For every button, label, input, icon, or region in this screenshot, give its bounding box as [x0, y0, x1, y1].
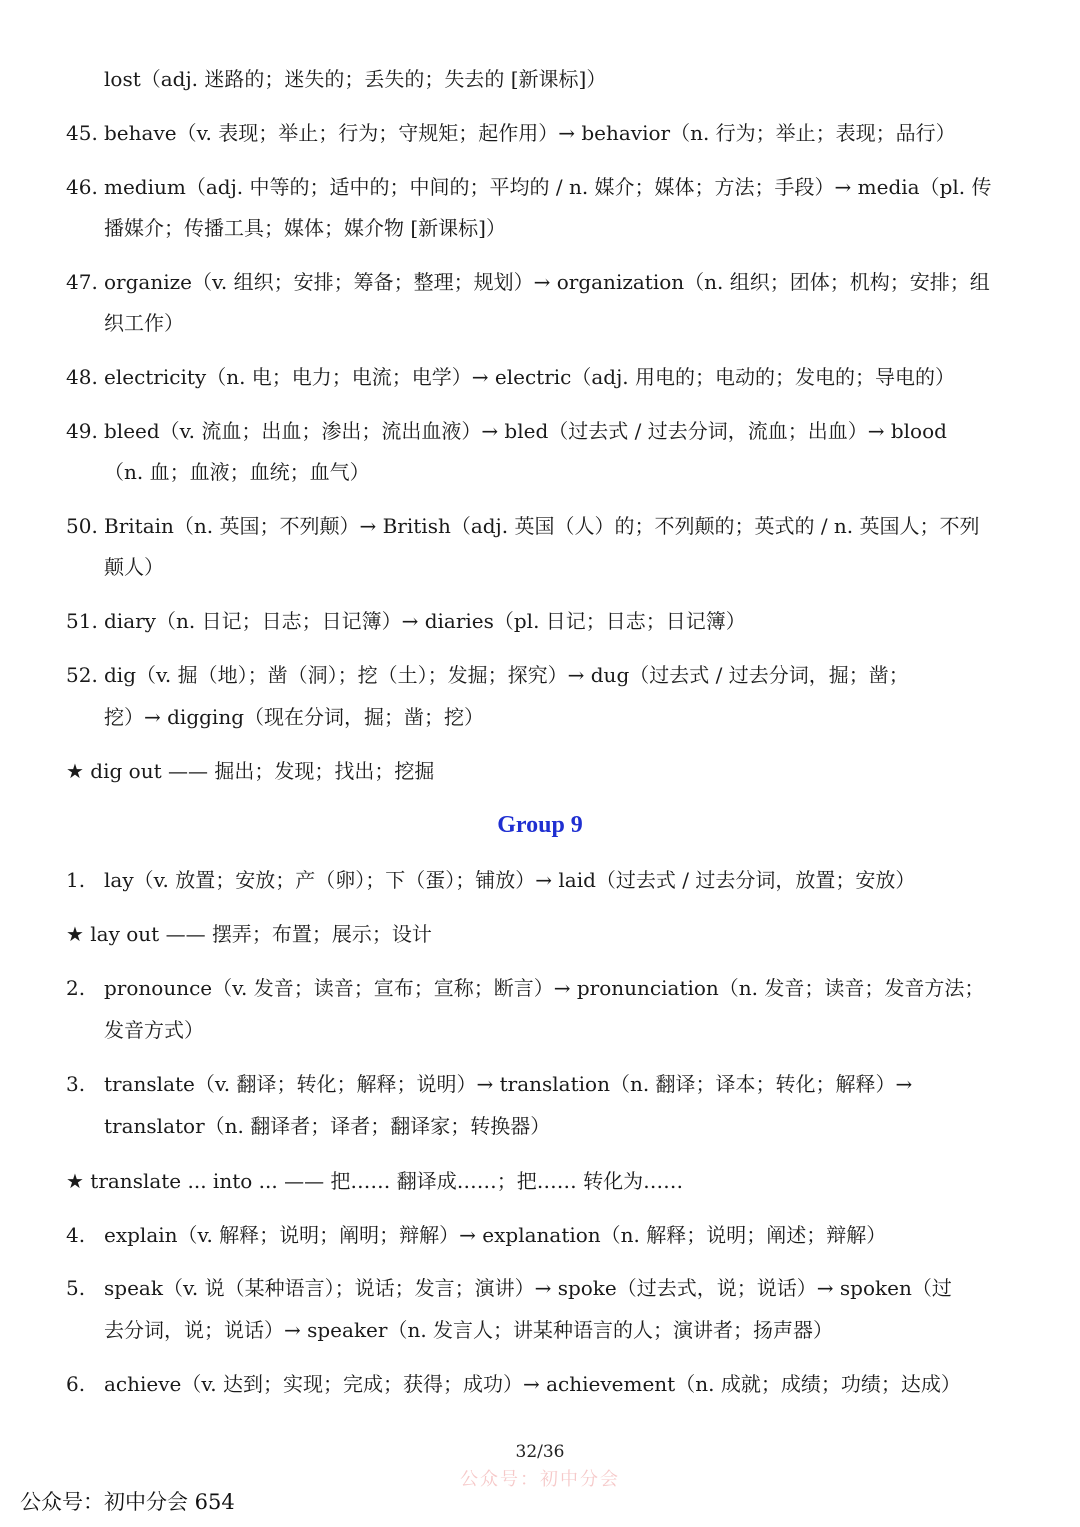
entry-text: achieve（v. 达到；实现；完成；获得；成功）→ achievement（n. 成就；成绩；功绩；达成）	[104, 1372, 961, 1396]
entry-text: translate（v. 翻译；转化；解释；说明）→ translation（n. 翻译；译本；转化；解释）→	[104, 1072, 913, 1096]
entry-text: lost（adj. 迷路的；迷失的；丢失的；失去的 [新课标]）	[104, 67, 607, 91]
entry-text: 播媒介；传播工具；媒体；媒介物 [新课标]）	[104, 216, 506, 240]
entry-number: 47.	[66, 270, 98, 294]
entry-text: 挖）→ digging（现在分词，掘；凿；挖）	[104, 705, 484, 729]
entry-text: pronounce（v. 发音；读音；宣布；宣称；断言）→ pronunciation（n. 发音；读音；发音方法；	[104, 976, 985, 1000]
entry-text: explain（v. 解释；说明；阐明；辩解）→ explanation（n. 解释；说明；阐述；辩解）	[104, 1223, 887, 1247]
entry-text: 织工作）	[104, 311, 184, 335]
entry-text: speak（v. 说（某种语言）；说话；发言；演讲）→ spoke（过去式，说；说话）→ spoken（过	[104, 1276, 952, 1300]
entry-text: translator（n. 翻译者；译者；翻译家；转换器）	[104, 1114, 551, 1138]
entry-number: 45.	[66, 121, 98, 145]
entry-number: 48.	[66, 365, 98, 389]
entry-text: dig（v. 掘（地）；凿（洞）；挖（土）；发掘；探究）→ dug（过去式 / 过去分词，掘；凿；	[104, 663, 909, 687]
entry-number: 49.	[66, 419, 98, 443]
group-heading: Group 9	[497, 812, 583, 838]
entry-number: 51.	[66, 609, 98, 633]
entry-text: lay（v. 放置；安放；产（卵）；下（蛋）；铺放）→ laid（过去式 / 过去分词，放置；安放）	[104, 868, 916, 892]
entry-text: electricity（n. 电；电力；电流；电学）→ electric（adj. 用电的；电动的；发电的；导电的）	[104, 365, 956, 389]
entry-number: 46.	[66, 175, 98, 199]
entry-number: 4.	[66, 1223, 86, 1247]
page-number: 32/36	[515, 1442, 565, 1462]
entry-text: diary（n. 日记；日志；日记簿）→ diaries（pl. 日记；日志；日记簿）	[104, 609, 746, 633]
entry-text: 去分词，说；说话）→ speaker（n. 发言人；讲某种语言的人；演讲者；扬声器）	[104, 1318, 834, 1342]
entry-text: medium（adj. 中等的；适中的；中间的；平均的 / n. 媒介；媒体；方法；手段）→ media（pl. 传	[104, 175, 992, 199]
phrase-dig-out: ★ dig out —— 掘出；发现；找出；挖掘	[66, 759, 435, 783]
footer-account-label: 公众号：初中分会 654	[20, 1490, 235, 1514]
entry-text: behave（v. 表现；举止；行为；守规矩；起作用）→ behavior（n. 行为；举止；表现；品行）	[104, 121, 956, 145]
entry-text: （n. 血；血液；血统；血气）	[104, 460, 370, 484]
entry-text: organize（v. 组织；安排；筹备；整理；规划）→ organization（n. 组织；团体；机构；安排；组	[104, 270, 990, 294]
entry-number: 50.	[66, 514, 98, 538]
entry-number: 52.	[66, 663, 98, 687]
entry-text: bleed（v. 流血；出血；渗出；流出血液）→ bled（过去式 / 过去分词，流血；出血）→ blood	[104, 419, 947, 443]
entry-number: 6.	[66, 1372, 86, 1396]
entry-number: 5.	[66, 1276, 86, 1300]
watermark: 公众号：初中分会	[460, 1469, 620, 1490]
entry-text: Britain（n. 英国；不列颠）→ British（adj. 英国（人）的；不列颠的；英式的 / n. 英国人；不列	[104, 514, 980, 538]
entry-text: 颠人）	[104, 555, 164, 579]
entry-number: 1.	[66, 868, 86, 892]
phrase-translate-into: ★ translate ... into ... —— 把…… 翻译成……；把…… 转化为……	[66, 1169, 684, 1193]
entry-number: 3.	[66, 1072, 86, 1096]
phrase-lay-out: ★ lay out —— 摆弄；布置；展示；设计	[66, 922, 432, 946]
entry-text: 发音方式）	[104, 1018, 204, 1042]
entry-number: 2.	[66, 976, 86, 1000]
